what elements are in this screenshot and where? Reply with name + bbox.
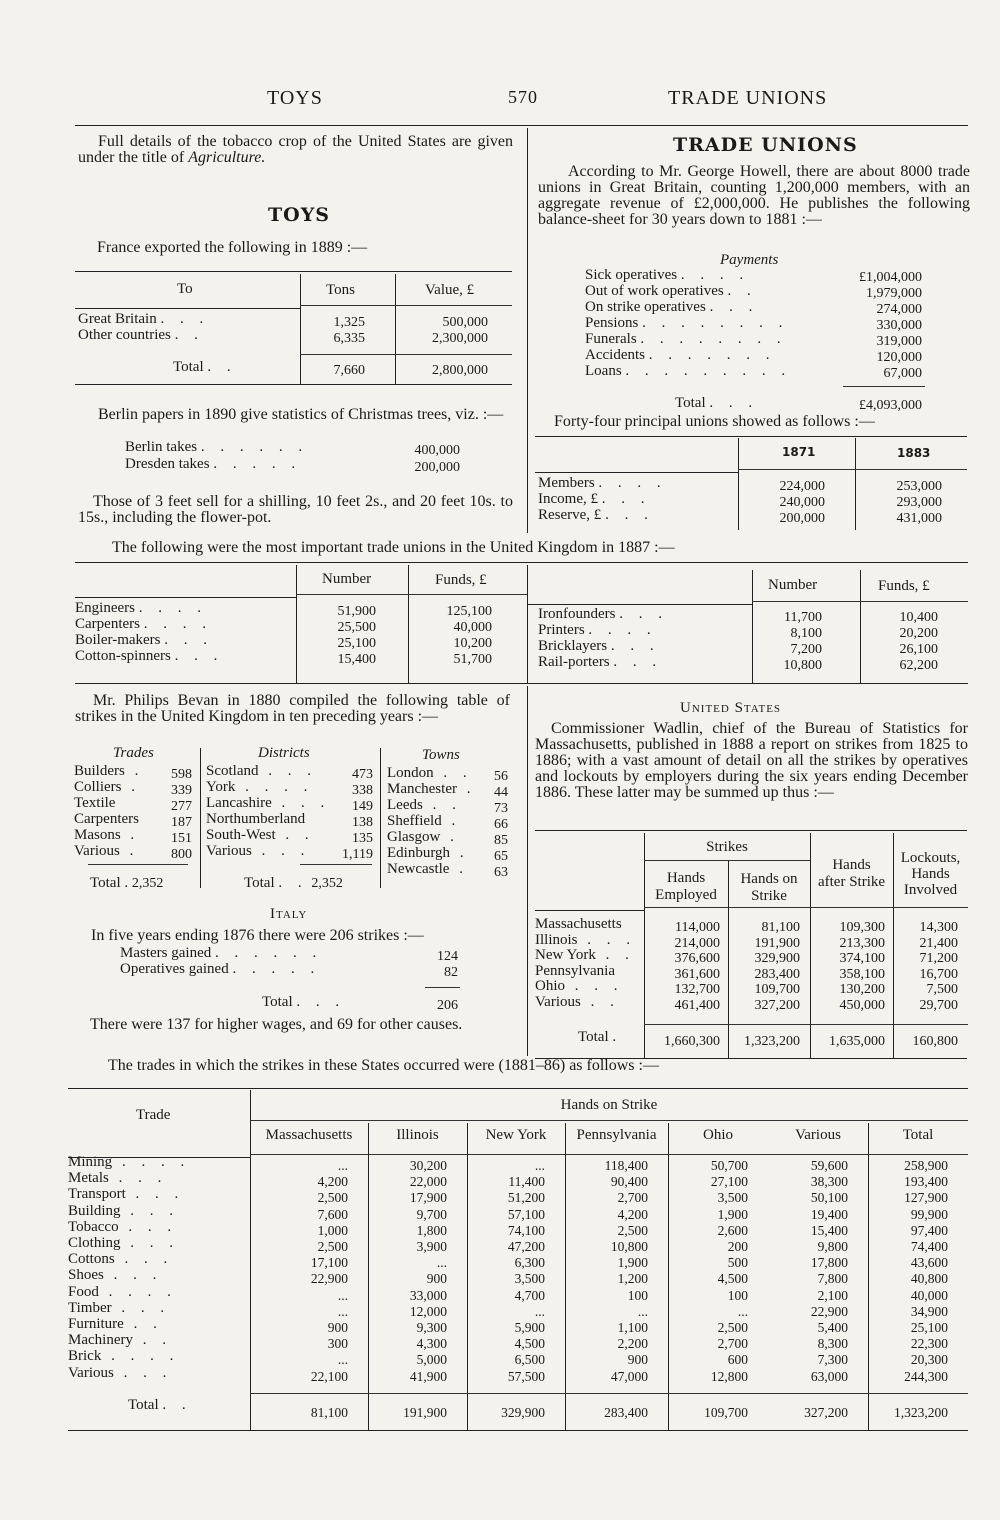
cell-value: 4,500 [514,1336,545,1352]
town-count: 56 [494,769,508,784]
cell-total: 191,900 [403,1405,447,1420]
cell-value: 51,200 [507,1190,545,1206]
howell-intro: According to Mr. George Howell, there are about 8000 trade unions in Great Britain, counting 1,200,000 members, with an aggregate revenue of £2,000,000. He publishes the following balance-sheet for 30 years down to 1881 :— [538,163,970,228]
cell-employed: 361,600 [674,966,720,982]
list-item: Pennsylvania [535,962,615,979]
cell-1871: 200,000 [779,511,825,526]
list-item: Massachusetts [535,916,622,932]
col-header-number: Number [322,571,372,587]
cell-value: 7,800 [817,1271,848,1287]
running-head-left: TOYS [267,87,323,109]
cell-value: ... [637,1303,648,1319]
payment-value: 67,000 [883,366,922,381]
col-header-towns: Towns [422,747,460,763]
cell-value: 4,500 [717,1271,748,1287]
cell-value: 2,100 [817,1287,848,1303]
col-header-massachusetts: Massachusetts [265,1127,353,1143]
cell-onstrike: 109,700 [754,982,800,998]
list-item: Food . . . . [68,1283,177,1300]
cell-value: 10,800 [610,1239,648,1254]
cell-value: 99,900 [910,1206,948,1222]
cell-value: 2,700 [717,1336,748,1352]
cell-after: 358,100 [839,966,885,982]
cell-value: 193,400 [904,1174,948,1190]
district-count: 135 [352,831,373,846]
cell-value: 22,300 [910,1336,948,1352]
cell-value: ... [436,1255,447,1271]
cell-1871: 224,000 [779,479,825,494]
cell-onstrike: 329,900 [754,951,800,967]
cell-value: 500,000 [442,315,488,330]
col-header-strikes: Strikes [706,839,748,855]
cell-value: 300 [327,1336,348,1352]
cell-total: 81,100 [310,1405,348,1420]
table-row: Other countries . . [78,327,204,343]
cell-tons: 1,325 [333,315,365,330]
col-header-onstrike: Hands on Strike [740,871,798,904]
cell-value: 1,000 [317,1222,348,1238]
cell-1883: 431,000 [896,511,942,526]
italy-intro: In five years ending 1876 there were 206 strikes :— [91,927,424,944]
berlin-intro: Berlin papers in 1890 give statistics of Christmas trees, viz. :— [98,406,504,423]
list-item: Leeds . . [387,797,462,813]
cell-onstrike: 191,900 [754,935,800,951]
col-header-trades: Trades [113,745,154,761]
list-item: New York . . [535,947,635,964]
cell-employed-total: 1,660,300 [664,1034,720,1049]
town-count: 85 [494,833,508,848]
cell-1871: 240,000 [779,495,825,510]
cell-value: 900 [426,1271,447,1287]
cell-value: 30,200 [409,1158,447,1173]
cell-value: 97,400 [910,1222,948,1238]
cell-number: 7,200 [790,642,822,657]
cell-value: 74,100 [507,1222,545,1238]
cell-value: 19,400 [810,1206,848,1222]
list-item: Dresden takes . . . . . [125,456,302,472]
cell-value: 2,500 [717,1320,748,1335]
list-item: Tobacco . . . [68,1218,178,1235]
cell-funds: 51,700 [453,652,492,667]
cell-employed: 376,600 [674,951,720,967]
cell-value: 34,900 [910,1303,948,1319]
cell-value: 1,900 [717,1206,748,1222]
list-item: Machinery . . [68,1332,172,1349]
cell-value: 1,900 [617,1255,648,1271]
cell-total: 329,900 [501,1405,545,1420]
cell-number: 51,900 [337,604,376,619]
cell-number: 15,400 [337,652,376,667]
list-item: Builders . [74,763,145,779]
cell-value: 1,800 [416,1222,447,1238]
cell-onstrike: 283,400 [754,966,800,982]
cell-value: 90,400 [610,1174,648,1190]
list-item: York . . . . [206,779,314,795]
cell-value: 4,200 [617,1206,648,1222]
list-item: London . . [387,765,473,781]
trade-count: 277 [171,799,192,814]
cell-value: 12,800 [710,1368,748,1384]
list-item: Various . . [535,994,620,1010]
cell-value: 2,500 [617,1222,648,1238]
col-header-tons: Tons [326,282,355,298]
cell-value: 2,700 [617,1190,648,1206]
cell-value: 6,500 [514,1352,545,1368]
cell-value: ... [534,1303,545,1319]
cell-value: 9,800 [817,1239,848,1254]
cell-value: 100 [627,1287,648,1303]
list-item: Various . [74,843,140,859]
italy-total-value: 206 [437,998,458,1013]
district-count: 149 [352,799,373,814]
cell-value: 5,000 [416,1352,447,1368]
cell-total: 109,700 [704,1405,748,1420]
cell-employed: 461,400 [674,998,720,1013]
col-header-hands-on-strike: Hands on Strike [560,1097,658,1113]
list-item: Ohio . . . [535,978,624,995]
table-row: Great Britain . . . [78,311,210,327]
town-count: 44 [494,785,508,800]
cell-value: ... [337,1158,348,1173]
cell-number: 25,100 [337,636,376,651]
cell-lockouts-total: 160,800 [912,1034,958,1049]
cell-employed: 114,000 [675,920,720,935]
col-header-illinois: Illinois [396,1127,439,1143]
cell-value: 74,400 [910,1239,948,1254]
cell-value: 6,300 [514,1255,545,1271]
cell-value: 5,900 [514,1320,545,1335]
cell-value: 2,500 [317,1190,348,1206]
payments-label: Payments [720,252,779,268]
list-item: Colliers . [74,779,141,795]
payment-value: 330,000 [876,318,922,333]
cell-value: 100 [727,1287,748,1303]
cell-value: ... [337,1287,348,1303]
list-item: Newcastle . [387,861,469,877]
cell-total: 283,400 [604,1405,648,1420]
cell-number: 11,700 [784,610,822,625]
list-item: Northumberland [206,811,306,827]
italy-title: Italy [270,906,308,922]
trade-count: 598 [171,767,192,782]
cell-funds: 10,200 [453,636,492,651]
cell-lockouts: 7,500 [926,982,958,998]
list-item: Cottons . . . [68,1251,174,1268]
col-header-funds: Funds, £ [878,578,930,594]
cell-value: 1,200 [617,1271,648,1287]
trades-total: Total . 2,352 [90,875,164,891]
cell-value: 2,600 [717,1222,748,1238]
cell-value: 4,700 [514,1287,545,1303]
total-row: Total . . [173,359,237,375]
cell-employed: 132,700 [674,982,720,998]
cell-value: 258,900 [904,1158,948,1173]
col-header-employed: Hands Employed [655,870,717,903]
cell-value: 244,300 [904,1368,948,1384]
cell-value: 9,300 [416,1320,447,1335]
cell-value: 8,300 [817,1336,848,1352]
cell-value: 22,900 [310,1271,348,1287]
col-header-new-york: New York [485,1127,547,1143]
cell-after-total: 1,635,000 [829,1034,885,1049]
col-header-various: Various [795,1127,841,1143]
list-item: Berlin takes . . . . . . [125,439,309,455]
cell-lockouts: 14,300 [919,920,958,935]
cell-value-total: 2,800,000 [432,363,488,378]
list-item: Brick . . . . [68,1348,180,1365]
trade-count: 187 [171,815,192,830]
col-header-trade: Trade [136,1107,171,1123]
list-item: Timber . . . [68,1299,171,1316]
col-header-pennsylvania: Pennsylvania [576,1127,657,1143]
cell-value: 63,000 [810,1368,848,1384]
list-item: Building . . . [68,1202,180,1219]
cell-value: 47,200 [507,1239,545,1254]
cell-value: 15,400 [810,1222,848,1238]
list-item: Sheffield . [387,813,462,829]
cell-value: 9,700 [416,1206,447,1222]
cell-value: ... [737,1303,748,1319]
cell-lockouts: 29,700 [919,998,958,1013]
cell-value: 43,600 [910,1255,948,1271]
column-divider-middle [527,686,528,1056]
cell-onstrike: 327,200 [754,998,800,1013]
cell-after: 374,100 [839,951,885,967]
cell-lockouts: 71,200 [919,951,958,967]
district-count: 473 [352,767,373,782]
list-item: Masons . [74,827,141,843]
cell-value: 2,300,000 [432,331,488,346]
cell-after: 109,300 [839,920,885,935]
col-header-to: To [177,281,193,297]
cell-value: 59,600 [810,1158,848,1173]
cell-funds: 10,400 [899,610,938,625]
cell-value: 127,900 [904,1190,948,1206]
cell-value: 17,100 [310,1255,348,1271]
col-header-total: Total [902,1127,934,1143]
cell-onstrike: 81,100 [761,920,800,935]
cell-value: 5,400 [817,1320,848,1335]
berlin-value: 400,000 [414,443,460,458]
list-item: Textile [74,795,116,811]
list-item: Glasgow . [387,829,460,845]
page-number: 570 [508,87,538,107]
cell-value: 33,000 [409,1287,447,1303]
trade-count: 151 [171,831,192,846]
us-title: United States [680,700,782,716]
cell-value: ... [337,1303,348,1319]
cell-value: 27,100 [710,1174,748,1190]
bevan-intro: Mr. Philips Bevan in 1880 compiled the following table of strikes in the United Kingdom in ten preceding years :— [75,692,510,725]
district-count: 338 [352,783,373,798]
col-header-1871: 1871 [782,445,816,459]
cell-value: 900 [327,1320,348,1335]
cell-value: 17,800 [810,1255,848,1271]
cell-value: 57,500 [507,1368,545,1384]
fortyfour-intro: Forty-four principal unions showed as follows :— [554,413,875,430]
cell-funds: 125,100 [446,604,492,619]
trade-unions-title: TRADE UNIONS [673,134,858,156]
town-count: 66 [494,817,508,832]
cell-value: 200 [727,1239,748,1254]
trade-count: 339 [171,783,192,798]
cell-value: 50,700 [710,1158,748,1173]
cell-total: 1,323,200 [894,1405,948,1420]
col-header-1883: 1883 [897,446,931,460]
cell-number: 8,100 [790,626,822,641]
cell-after: 213,300 [839,935,885,951]
column-divider-top [527,128,528,533]
cell-value: 40,000 [910,1287,948,1303]
list-item: Scotland . . . [206,763,317,779]
cell-funds: 26,100 [899,642,938,657]
trade-count: 800 [171,847,192,862]
payment-value: £1,004,000 [859,270,922,285]
cell-value: 3,900 [416,1239,447,1254]
cell-value: 41,900 [409,1368,447,1384]
cell-lockouts: 16,700 [919,966,958,982]
list-item: Clothing . . . [68,1235,180,1251]
toys-title: TOYS [268,204,330,226]
cell-tons: 6,335 [333,331,365,346]
cell-total: 327,200 [804,1405,848,1420]
cell-value: 7,300 [817,1352,848,1368]
district-count: 138 [352,815,373,830]
list-item: Various . . . [206,843,311,859]
header-rule [75,125,968,126]
cell-funds: 20,200 [899,626,938,641]
col-header-funds: Funds, £ [435,572,487,588]
town-count: 65 [494,849,508,864]
list-item: Manchester . [387,781,477,797]
running-head-right: TRADE UNIONS [668,87,828,109]
cell-value: ... [337,1352,348,1368]
list-item: Illinois . . . [535,931,637,948]
col-header-lockouts: Lockouts, Hands Involved [900,850,961,898]
cell-value: 2,200 [617,1336,648,1352]
cell-value: 11,400 [508,1174,545,1190]
cell-value: 22,900 [810,1303,848,1319]
cell-1883: 253,000 [896,479,942,494]
cell-value: 600 [727,1352,748,1368]
cell-value: 47,000 [610,1368,648,1384]
cell-value: 40,800 [910,1271,948,1287]
payment-value: 1,979,000 [866,286,922,301]
col-header-ohio: Ohio [703,1127,733,1143]
town-count: 73 [494,801,508,816]
payment-value: 120,000 [876,350,922,365]
cell-value: 50,100 [810,1190,848,1206]
us-intro: Commissioner Wadlin, chief of the Bureau of Statistics for Massachusetts, published in 1888 a report on strikes from 1825 to 1886; with a vast amount of detail on all the strikes by operatives and lockouts by employers during the six years ending December 1886. These latter may be summed up thus :— [535,720,968,801]
cell-value: 4,300 [416,1336,447,1352]
list-item: South-West . . [206,827,315,843]
cell-number: 10,800 [783,658,822,673]
italy-value: 82 [444,965,458,980]
col-header-districts: Districts [258,745,310,761]
list-item: Shoes . . . [68,1267,163,1284]
cell-onstrike-total: 1,323,200 [744,1034,800,1049]
list-item: Mining . . . . [68,1154,191,1170]
total-row: Total . [578,1029,617,1045]
cell-value: 900 [627,1352,648,1368]
trades-intro: The trades in which the strikes in these States occurred were (1881–86) as follows :— [108,1057,659,1074]
france-intro: France exported the following in 1889 :— [97,239,368,256]
cell-lockouts: 21,400 [919,935,958,951]
cell-value: 17,900 [409,1190,447,1206]
total-row: Total . . [128,1397,192,1413]
col-header-after: Hands after Strike [817,857,886,890]
cell-value: 12,000 [409,1303,447,1319]
uk-intro: The following were the most important trade unions in the United Kingdom in 1887 :— [112,539,675,556]
cell-value: 57,100 [507,1206,545,1222]
cell-value: 3,500 [514,1271,545,1287]
list-item: Various . . . [68,1364,173,1381]
list-item: Lancashire . . . [206,795,331,811]
cell-value: ... [534,1158,545,1173]
cell-value: 20,300 [910,1352,948,1368]
cell-value: 2,500 [317,1239,348,1254]
cell-value: 22,000 [409,1174,447,1190]
cell-value: 7,600 [317,1206,348,1222]
list-item: Operatives gained . . . . . [120,961,321,977]
cell-1883: 293,000 [896,495,942,510]
cell-funds: 40,000 [453,620,492,635]
cell-value: 1,100 [617,1320,648,1335]
cell-employed: 214,000 [674,935,720,951]
cell-value: 118,400 [604,1158,648,1173]
cell-value: 22,100 [310,1368,348,1384]
cell-funds: 62,200 [899,658,938,673]
list-item: Transport . . . [68,1186,185,1203]
tobacco-note: Full details of the tobacco crop of the United States are given under the title of Agriculture. [78,133,514,166]
list-item: Edinburgh . [387,845,470,861]
trees-note: Those of 3 feet sell for a shilling, 10 feet 2s., and 20 feet 10s. to 15s., including the flower-pot. [78,493,513,526]
payment-value: 319,000 [876,334,922,349]
cell-after: 450,000 [839,998,885,1013]
cell-value: 25,100 [910,1320,948,1335]
list-item: Carpenters [74,811,139,827]
cell-tons-total: 7,660 [333,363,365,378]
list-item: Masters gained . . . . . . [120,945,323,961]
cell-value: 4,200 [317,1174,348,1190]
cell-number: 25,500 [337,620,376,635]
payment-total: £4,093,000 [859,398,922,413]
cell-value: 38,300 [810,1174,848,1190]
italy-note: There were 137 for higher wages, and 69 for other causes. [90,1016,463,1033]
italy-value: 124 [437,949,458,964]
payment-value: 274,000 [876,302,922,317]
list-item: Metals . . . [68,1170,168,1187]
col-header-value: Value, £ [425,282,475,298]
districts-total: Total . . 2,352 [244,875,343,891]
dresden-value: 200,000 [414,460,460,475]
cell-after: 130,200 [839,982,885,998]
district-count: 1,119 [342,847,373,862]
list-item: Furniture . . [68,1316,163,1332]
cell-value: 500 [727,1255,748,1271]
col-header-number: Number [768,577,818,593]
italy-total: Total . . . [262,994,346,1010]
town-count: 63 [494,865,508,880]
cell-value: 3,500 [717,1190,748,1206]
